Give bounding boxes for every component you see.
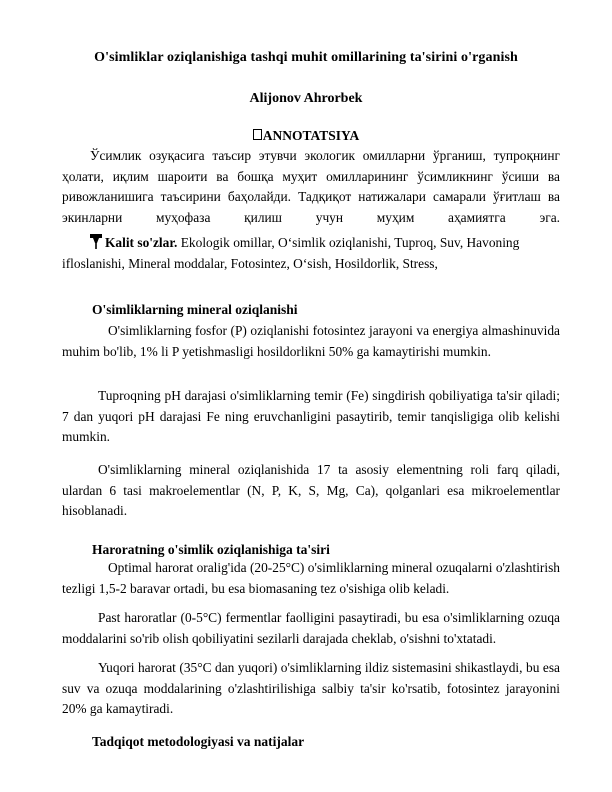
- keywords-text: Ekologik omillar, O‘simlik oziqlanishi, Tuproq, Suv, Havoning ifloslanishi, Mineral moddalar, Fotosintez, O‘sish, Hosildorlik, Stress,: [62, 235, 520, 271]
- section-heading-methodology: Tadqiqot metodologiyasi va natijalar: [92, 734, 305, 749]
- annotation-heading-text: ANNOTATSIYA: [262, 128, 360, 143]
- paragraph-ph-iron: Tuproqning pH darajasi o'simliklarning temir (Fe) singdirish qobiliyatiga ta'sir qiladi; 7 dan yuqori pH darajasi Fe ning eruvchanligini pasaytirib, temir tanqisligiga olib kelishi mumkin.: [62, 388, 560, 444]
- section-heading-temperature: Haroratning o'simlik oziqlanishiga ta'siri: [92, 542, 330, 557]
- pin-icon: [90, 234, 102, 249]
- paragraph-optimal-temp: Optimal harorat oralig'ida (20-25°C) o'simliklarning mineral ozuqalarni o'zlashtirish tezligi 1,5-2 baravar ortadi, bu esa biomasaning tez o'sishiga olib keladi.: [62, 560, 560, 596]
- paragraph-low-temp: Past haroratlar (0-5°C) fermentlar faolligini pasaytiradi, bu esa o'simliklarning ozuqa moddalarini so'rib olish qobiliyatini sezilarli darajada cheklab, o'sishni to'xtatadi.: [62, 610, 560, 646]
- checkbox-glyph-icon: [253, 129, 262, 140]
- keywords-label: Kalit so'zlar.: [105, 235, 178, 250]
- keywords-paragraph: [62, 233, 560, 274]
- paragraph-phosphorus: O'simliklarning fosfor (P) oziqlanishi fotosintez jarayoni va energiya almashinuvida muhim bo'lib, 1% li P yetishmasligi hosildorlikni 50% ga kamaytirishi mumkin.: [62, 323, 560, 359]
- annotation-heading: [0, 128, 612, 144]
- paragraph-elements: O'simliklarning mineral oziqlanishida 17 ta asosiy elementning roli farq qiladi, ulardan 6 tasi makroelementlar (N, P, K, S, Mg, Ca), qolganlari esa mikroelementlar hisoblanadi.: [62, 462, 560, 518]
- section-heading-mineral: O'simliklarning mineral oziqlanishi: [92, 302, 298, 317]
- paper-title: O'simliklar oziqlanishiga tashqi muhit omillarining ta'sirini o'rganish: [94, 50, 518, 65]
- paragraph-high-temp: Yuqori harorat (35°C dan yuqori) o'simliklarning ildiz sistemasini shikastlaydi, bu esa suv va ozuqa moddalarining o'zlashtirilishiga salbiy ta'sir ko'rsatib, fotosintez jarayonini 20% ga kamaytiradi.: [62, 660, 560, 716]
- annotation-text: Ўсимлик озуқасига таъсир этувчи экологик омилларни ўрганиш, тупроқнинг ҳолати, иқлим шароити ва бошқа муҳит омилларининг ўсимликнинг ўсиши ва ривожланишига таъсирини баҳолайди. Тадқиқот натижалари самарали ўғитлаш ва экинларни муҳофаза қилиш учун муҳим аҳамиятга эга.: [62, 148, 560, 225]
- author-name: Alijonov Ahrorbek: [249, 91, 363, 106]
